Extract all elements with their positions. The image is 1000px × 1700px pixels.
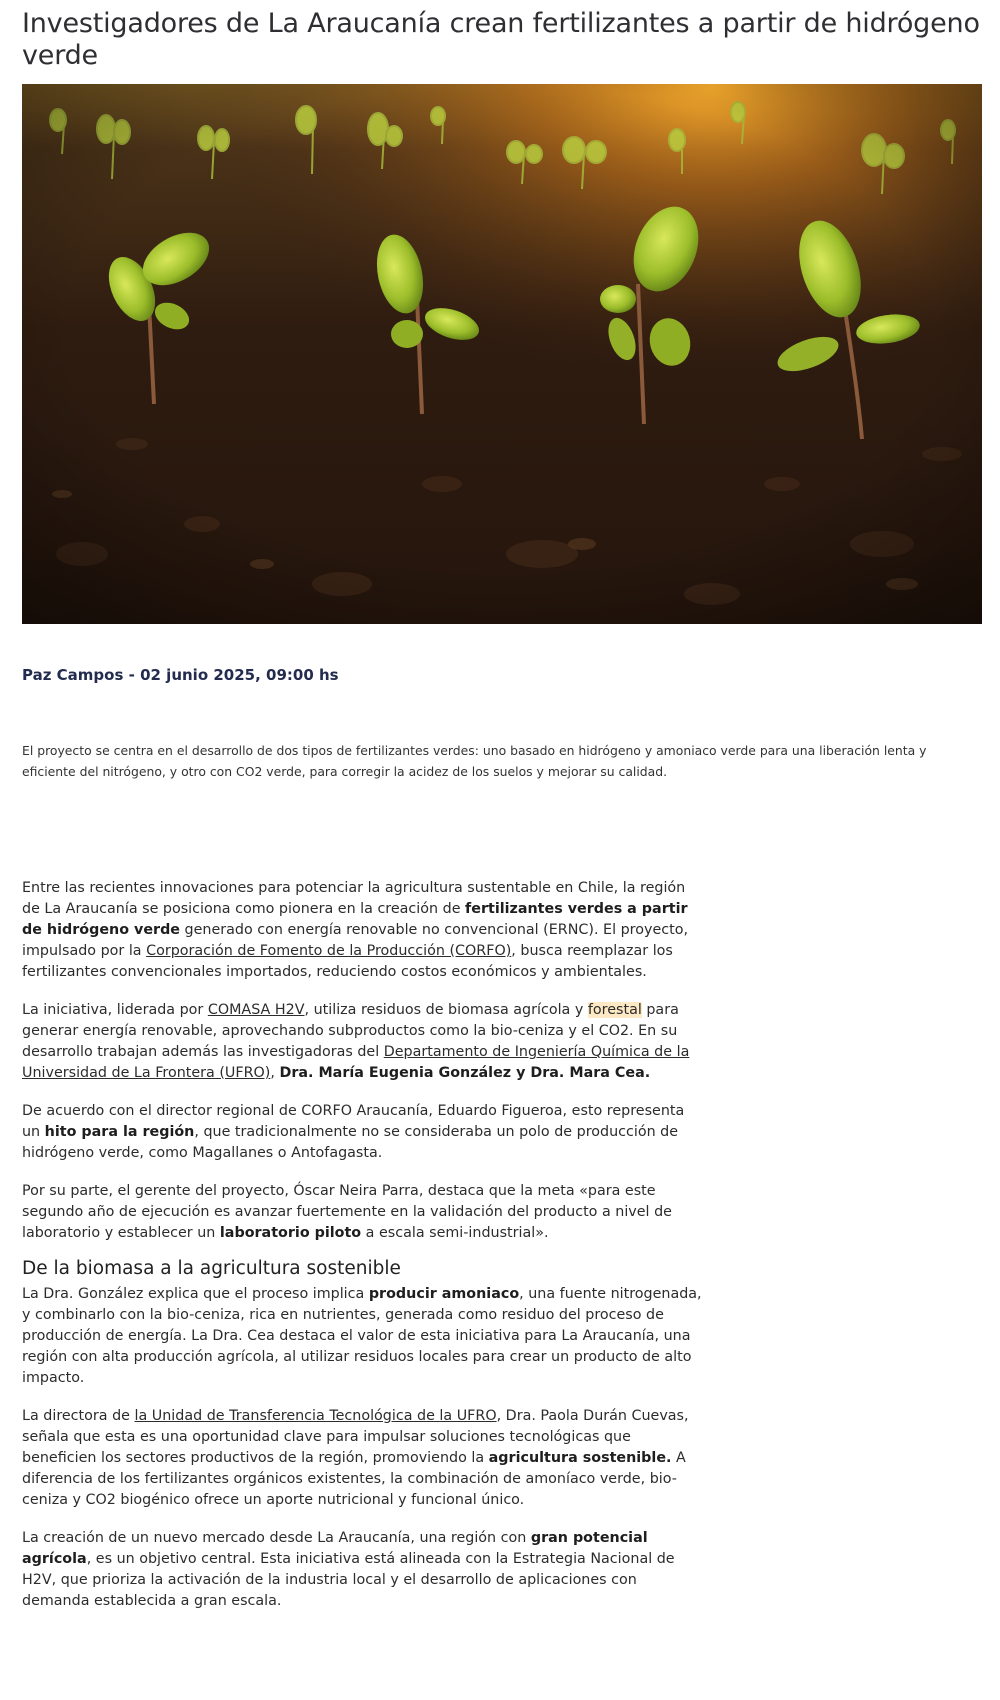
corfo-link[interactable]: Corporación de Fomento de la Producción (CORFO) <box>146 943 512 959</box>
article-byline <box>22 666 339 684</box>
publish-date: 02 junio 2025, 09:00 hs <box>140 666 339 684</box>
bold-text: producir amoniaco <box>368 1286 520 1302</box>
comasa-link[interactable]: COMASA H2V <box>207 1002 305 1018</box>
bold-text: Dra. María Eugenia González y Dra. Mara Cea. <box>279 1065 651 1081</box>
highlighted-word: forestal <box>587 1002 642 1018</box>
hero-image <box>22 84 982 624</box>
paragraph: La Dra. González explica que el proceso implica producir amoniaco, una fuente nitrogenada, y combinarlo con la bio-ceniza, rica en nutrientes, generada como residuo del proceso de producción de energía. La Dra. Cea destaca el valor de esta iniciativa para La Araucanía, una región con alta producción agrícola, al utilizar residuos locales para crear un producto de alto impacto. <box>22 1286 702 1386</box>
bold-text: agricultura sostenible. <box>488 1450 672 1466</box>
article-body <box>22 878 702 1629</box>
bold-text: laboratorio piloto <box>219 1225 362 1241</box>
byline-separator: - <box>123 666 141 684</box>
paragraph: Por su parte, el gerente del proyecto, Óscar Neira Parra, destaca que la meta «para este segundo año de ejecución es avanzar fuertemente en la validación del producto a nivel de laboratorio y establecer un laboratorio piloto a escala semi-industrial». <box>22 1183 672 1241</box>
section-heading: De la biomasa a la agricultura sostenible <box>22 1258 401 1279</box>
bold-text: gran potencial agrícola <box>22 1530 648 1567</box>
bold-text: hito para la región <box>44 1124 195 1140</box>
bold-text: fertilizantes verdes a partir de hidrógeno verde <box>22 901 688 938</box>
ufro-transfer-unit-link[interactable]: la Unidad de Transferencia Tecnológica de la UFRO <box>134 1408 497 1424</box>
article-title: Investigadores de La Araucanía crean fertilizantes a partir de hidrógeno verde <box>22 8 980 71</box>
paragraph: De acuerdo con el director regional de CORFO Araucanía, Eduardo Figueroa, esto representa un hito para la región, que tradicionalmente no se consideraba un polo de producción de hidrógeno verde, como Magallanes o Antofagasta. <box>22 1103 685 1161</box>
ufro-department-link[interactable]: Departamento de Ingeniería Química de la Universidad de La Frontera (UFRO) <box>22 1044 690 1081</box>
paragraph: La iniciativa, liderada por COMASA H2V, utiliza residuos de biomasa agrícola y forestal para generar energía renovable, aprovechando subproductos como la bio-ceniza y el CO2. En su desarrollo trabajan además las investigadoras del Departamento de Ingeniería Química de la Universidad de La Frontera (UFRO), Dra. María Eugenia González y Dra. Mara Cea. <box>22 1002 690 1081</box>
paragraph: La directora de la Unidad de Transferencia Tecnológica de la UFRO, Dra. Paola Durán Cuevas, señala que esta es una oportunidad clave para impulsar soluciones tecnológicas que beneficien los sectores productivos de la región, promoviendo la agricultura sostenible. A diferencia de los fertilizantes orgánicos existentes, la combinación de amoníaco verde, bio-ceniza y CO2 biogénico ofrece un aporte nutricional y funcional único. <box>22 1408 689 1508</box>
article-summary: El proyecto se centra en el desarrollo de dos tipos de fertilizantes verdes: uno basado en hidrógeno y amoniaco verde para una liberación lenta y eficiente del nitrógeno, y otro con CO2 verde, para corregir la acidez de los suelos y mejorar su calidad. <box>22 743 927 779</box>
seedlings-photo-icon <box>22 84 982 624</box>
paragraph: La creación de un nuevo mercado desde La Araucanía, una región con gran potencial agrícola, es un objetivo central. Esta iniciativa está alineada con la Estrategia Nacional de H2V, que prioriza la activación de la industria local y el desarrollo de aplicaciones con demanda establecida a gran escala. <box>22 1530 675 1609</box>
paragraph: Entre las recientes innovaciones para potenciar la agricultura sustentable en Chile, la región de La Araucanía se posiciona como pionera en la creación de fertilizantes verdes a partir de hidrógeno verde generado con energía renovable no convencional (ERNC). El proyecto, impulsado por la Corporación de Fomento de la Producción (CORFO), busca reemplazar los fertilizantes convencionales importados, reduciendo costos económicos y ambientales. <box>22 880 688 980</box>
author-name: Paz Campos <box>22 666 124 684</box>
